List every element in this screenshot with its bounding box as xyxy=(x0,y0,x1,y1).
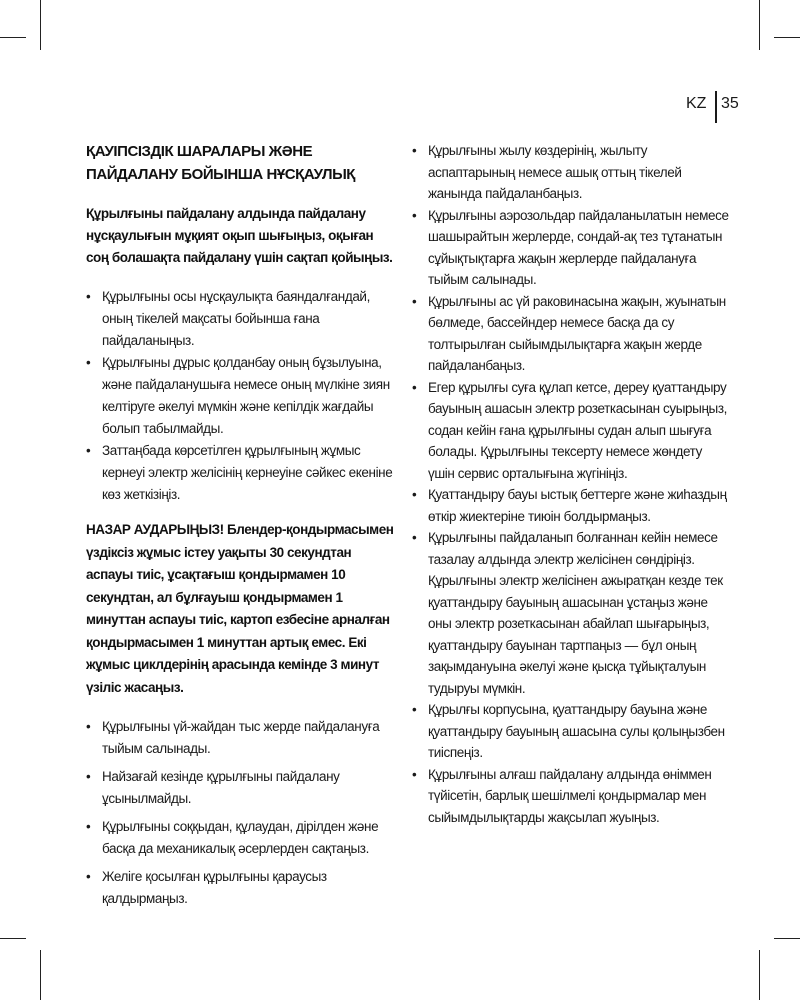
intro-paragraph: Құрылғыны пайдалану алдында пайдалану нұсқаулығын мұқият оқып шығыңыз, оқыған соң болашақта пайдалану үшін сақтап қойыңыз. xyxy=(86,206,393,265)
warning-paragraph: НАЗАР АУДАРЫҢЫЗ! Блендер-қондырмасымен үздіксіз жұмыс істеу уақыты 30 секундтан аспауы тиіс, ұсақтағыш қондырмамен 10 секундтан, ал бұлғауыш қондырмамен 1 минуттан аспауы тиіс, картоп езбесіне арналған қондырмасымен 1 минуттан артық емес. Екі жұмыс циклдерінің арасында кемінде 3 минут үзіліс жасаңыз. xyxy=(86,522,394,695)
list-item: • Құрылғыны үй-жайдан тыс жерде пайдалануға тыйым салынады. xyxy=(86,716,394,760)
crop-mark xyxy=(759,0,760,50)
crop-mark xyxy=(759,950,760,1000)
list-item: • Құрылғыны алғаш пайдалану алдында өніммен түйісетін, барлық шешілмелі қондырмалар мен сыйымдылықтарды жақсылап жуыңыз. xyxy=(412,764,730,829)
safety-list-2 xyxy=(86,716,394,910)
list-item: • Құрылғыны пайдаланып болғаннан кейін немесе тазалау алдында электр желісінен сөндіріңіз. Құрылғыны электр желісінен ажыратқан кезде тек қуаттандыру бауының ашасынан ұстаңыз және оны электр розеткасынан абайлап шығарыңыз, қуаттандыру бауынан тартпаңыз — бұл оның зақымдануына әкелуі және қысқа тұйықталуын тудыруы мүмкін. xyxy=(412,527,730,699)
crop-mark xyxy=(0,37,26,38)
list-item: • Егер құрылғы суға құлап кетсе, дереу қуаттандыру бауының ашасын электр розеткасынан суырыңыз, содан кейін ғана құрылғыны судан алып шығуға болады. Құрылғыны тексерту немесе жөндету үшін сервис орталығына жүгініңіз. xyxy=(412,377,730,485)
language-code: KZ xyxy=(686,95,707,112)
list-item: • Найзағай кезінде құрылғыны пайдалану ұсынылмайды. xyxy=(86,766,394,810)
header-divider xyxy=(715,91,717,123)
list-item: • Құрылғы корпусына, қуаттандыру бауына және қуаттандыру бауының ашасына сулы қолыңызбен тиіспеңіз. xyxy=(412,699,730,764)
list-item: • Заттаңбада көрсетілген құрылғының жұмыс кернеуі электр желісінің кернеуіне сәйкес екеніне көз жеткізіңіз. xyxy=(86,440,394,506)
list-item: • Қуаттандыру бауы ыстық беттерге және жиһаздың өткір жиектеріне тиюін болдырмаңыз. xyxy=(412,484,730,527)
list-item: • Құрылғыны осы нұсқаулықта баяндалғандай, оның тікелей мақсаты бойынша ғана пайдаланыңыз. xyxy=(86,286,394,352)
list-item: • Құрылғыны соққыдан, құлаудан, дірілден және басқа да механикалық әсерлерден сақтаңыз. xyxy=(86,816,394,860)
section-title: ҚАУІПСІЗДІК ШАРАЛАРЫ ЖӘНЕ ПАЙДАЛАНУ БОЙЫНША НҰСҚАУЛЫҚ xyxy=(86,143,356,183)
page-number: 35 xyxy=(721,95,739,112)
crop-mark xyxy=(40,0,41,50)
safety-list-3 xyxy=(412,140,730,828)
list-item: • Құрылғыны ас үй раковинасына жақын, жуынатын бөлмеде, бассейндер немесе басқа да су толтырылған сыйымдылықтарға жақын жерде пайдаланбаңыз. xyxy=(412,291,730,377)
crop-mark xyxy=(774,938,800,939)
list-item: • Құрылғыны дұрыс қолданбау оның бұзылуына, және пайдаланушыға немесе оның мүлкіне зиян келтіруге әкелуі мүмкін және кепілдік жағдайы болып табылмайды. xyxy=(86,352,394,440)
left-column xyxy=(86,140,394,916)
right-column xyxy=(412,140,730,828)
list-item: • Құрылғыны аэрозольдар пайдаланылатын немесе шашырайтын жерлерде, сондай-ақ тез тұтанатын сұйықтықтарға жақын жерлерде пайдалануға тыйым салынады. xyxy=(412,205,730,291)
list-item: • Желіге қосылған құрылғыны қараусыз қалдырмаңыз. xyxy=(86,866,394,910)
list-item: • Құрылғыны жылу көздерінің, жылыту аспаптарының немесе ашық оттың тікелей жанында пайдаланбаңыз. xyxy=(412,140,730,205)
crop-mark xyxy=(40,950,41,1000)
crop-mark xyxy=(774,37,800,38)
safety-list-1 xyxy=(86,286,394,506)
crop-mark xyxy=(0,938,26,939)
